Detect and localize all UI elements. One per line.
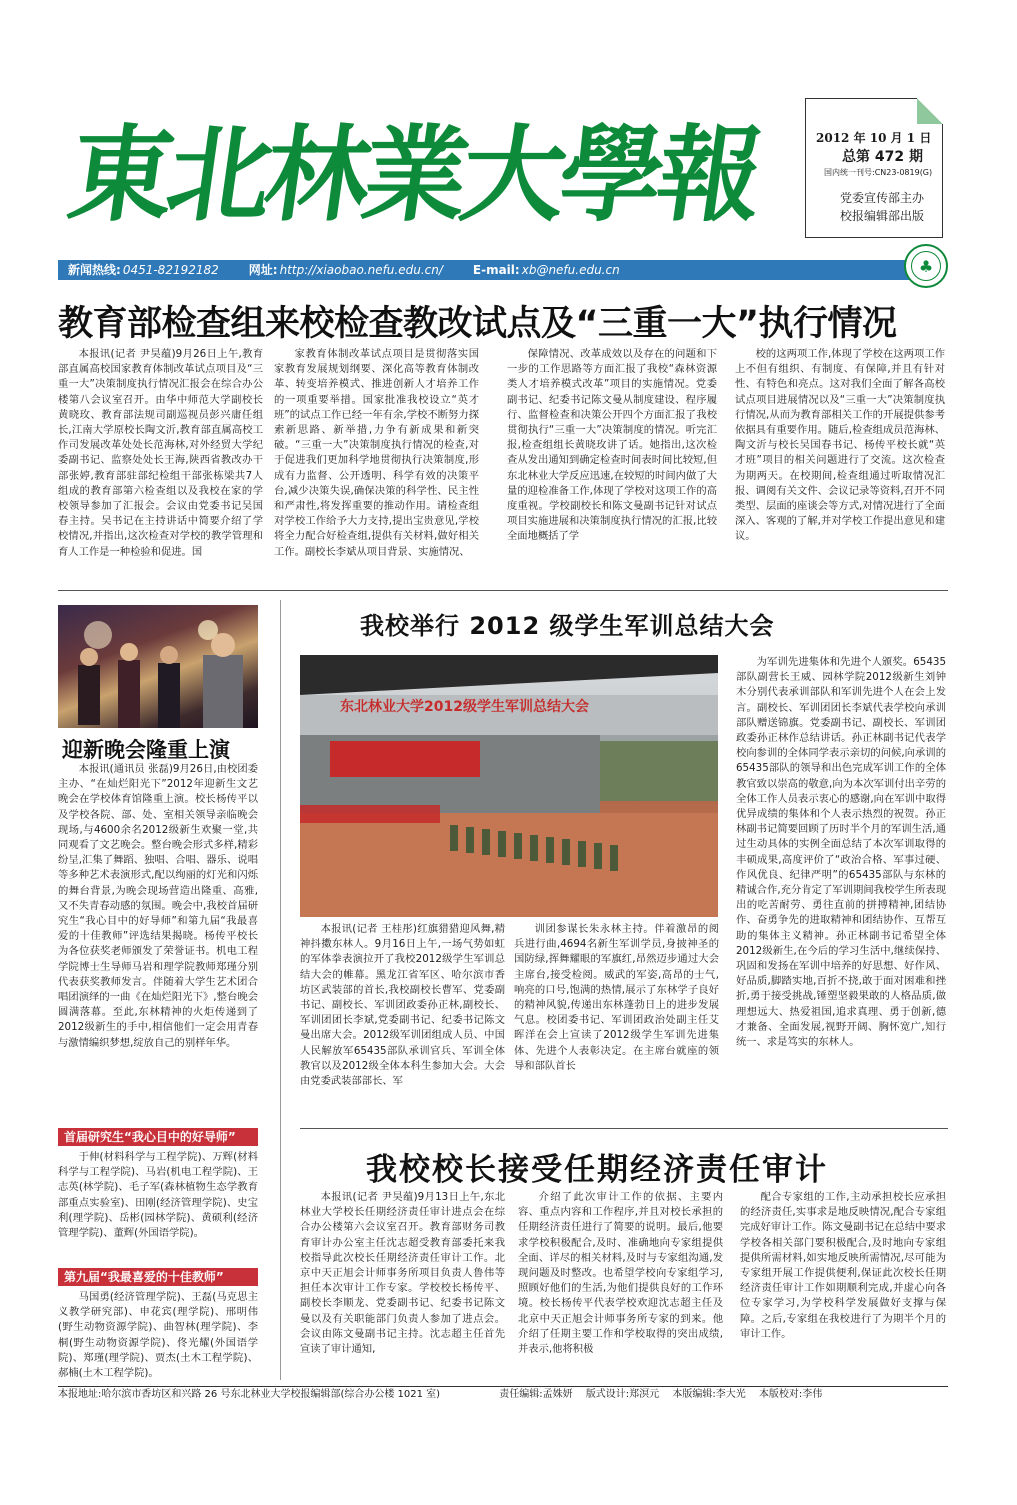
audit-col-1-text: 本报讯(记者 尹昊蕴)9月13日上午,东北林业大学校长任期经济责任审计进点会在综合办公楼第六会议室召开。教育部财务司教育审计办公室主任沈志超受教育部委托来我校指导此次校长任期经济责任审计工作。北京中天正旭会计师事务所项目负责人鲁伟等担任本次审计工作专家。学校校长杨传平、副校长李顺龙、党委副书记、纪委书记陈文曼以及有关职能部门负责人参加了进点会。会议由陈文曼副书记主持。沈志超主任首先宣读了审计通知, xyxy=(300,1191,505,1356)
main-headline: 教育部检查组来校检查教改试点及“三重一大”执行情况 xyxy=(58,304,897,344)
main-article-col-1 xyxy=(58,347,263,585)
military-col-3 xyxy=(736,655,946,1132)
stadium-banner-text: 东北林业大学2012级学生军训总结大会 xyxy=(340,699,589,715)
issue-date: 2012 年 10 月 1 日 xyxy=(816,131,932,145)
party-article xyxy=(58,762,258,1122)
email[interactable] xyxy=(473,260,620,280)
hotline-value: 0451-82192182 xyxy=(122,263,219,277)
award-box-2 xyxy=(58,1290,258,1380)
email-address[interactable]: xb@nefu.edu.cn xyxy=(521,263,620,277)
website[interactable] xyxy=(249,260,443,280)
hotline-label: 新闻热线: xyxy=(68,263,121,277)
party-photo xyxy=(58,605,258,728)
issue-cn-code: 国内统一刊号:CN23-0819(G) xyxy=(824,168,933,177)
military-col-2-text: 训团参谋长朱永林主持。伴着激昂的阅兵进行曲,4694名新生军训学员,身披神圣的国防绿,挥舞耀眼的军旗红,昂然迈步通过大会主席台,接受检阅。威武的军姿,高昂的士气,响亮的口号,饱满的热情,展示了东林学子良好的精神风貌,传递出东林蓬勃日上的进步发展气息。校团委书记、军训团政治处副主任艾晖洋在会上宣读了2012级学生军训先进集体、先进个人表彰决定。在主席台就座的领导和部队首长 xyxy=(514,923,719,1072)
audit-col-3 xyxy=(740,1190,946,1380)
issue-number: 总第 472 期 xyxy=(842,149,923,165)
award-box-2-text: 马国勇(经济管理学院)、王磊(马克思主义教学研究部)、申花宾(理学院)、邢明伟(野生动物资源学院)、曲智林(理学院)、李桐(野生动物资源学院)、佟光耀(外国语学院)、郑瑾(理学院)、贾杰(土木工程学院)、郝楠(土木工程学院)。 xyxy=(58,1291,258,1380)
military-col-3-text: 为军训先进集体和先进个人颁奖。65435部队副营长王威、园林学院2012级新生刘钟木分别代表承训部队和军训先进个人在会上发言。副校长、军训团团长李斌代表学校向承训部队赠送锦旗。党委副书记、副校长、军训团政委孙正林作总结讲话。孙正林副书记代表学校向参训的全体同学表示亲切的问候,向承训的65435部队的领导和出色完成军训工作的全体教官致以崇高的敬意,向为本次军训付出辛劳的全体工作人员表示衷心的感谢,向在军训中取得优异成绩的集体和个人表示热烈的祝贺。孙正林副书记简要回顾了历时半个月的军训生活,通过生动具体的实例全面总结了本次军训取得的丰硕成果,高度评价了“政治合格、军事过硬、作风优良、纪律严明”的65435部队与东林的精诚合作,充分肯定了军训期间我校学生所表现出的吃苦耐劳、勇往直前的拼搏精神,团结协作、奋勇争先的进取精神和团结协作、互帮互助的集体主义精神。孙正林副书记希望全体2012级新生,在今后的学习生活中,继续保持、巩固和发扬在军训中培养的好思想、好作风、好品质,脚踏实地,百折不挠,敢于面对困难和挫折,勇于接受挑战,锤塑坚毅果敢的人格品质,做理想远大、热爱祖国,追求真理、勇于创新,德才兼备、全面发展,视野开阔、胸怀宽广,知行统一、求是笃实的东林人。 xyxy=(736,656,946,1049)
website-url[interactable]: http://xiaobao.nefu.edu.cn/ xyxy=(279,263,443,277)
audit-col-2 xyxy=(518,1190,723,1380)
column-divider xyxy=(280,600,281,1380)
military-headline: 我校举行 2012 级学生军训总结大会 xyxy=(360,612,775,640)
military-col-1 xyxy=(300,922,505,1132)
audit-divider xyxy=(300,1128,948,1129)
footer-editor: 责任编辑:孟姝妍 xyxy=(499,1389,573,1400)
award-box-1-title: 首届研究生“我心目中的好导师” xyxy=(58,1128,258,1146)
award-box-1 xyxy=(58,1150,258,1262)
hotline xyxy=(68,260,219,280)
main-article-col-2 xyxy=(274,347,479,585)
website-label: 网址: xyxy=(248,263,278,277)
main-article-col-4-text: 校的这两项工作,体现了学校在这两项工作上不但有组织、有制度、有保障,并且有针对性、有特色和亮点。这对我们全面了解各高校试点项目进展情况以及“三重一大”决策制度执行情况,从而为教育部相关工作的开展提供参考依据具有重要作用。随后,检查组成员范海林、陶文沂与校长吴国春书记、杨传平校长就“英才班”项目的相关问题进行了交流。这次检查为期两天。在校期间,检查组通过听取情况汇报、调阅有关文件、会议记录等资料,召开不同类型、层面的座谈会等方式,对情况进行了全面深入、客观的了解,并对学校工作提出意见和建议。 xyxy=(735,348,945,543)
contact-info-bar xyxy=(58,260,940,280)
university-emblem-icon xyxy=(904,244,948,288)
military-col-2 xyxy=(514,922,719,1132)
main-article-col-3 xyxy=(507,347,717,585)
main-article-col-4 xyxy=(735,347,945,585)
audit-col-2-text: 介绍了此次审计工作的依据、主要内容、重点内容和工作程序,并且对校长承担的任期经济责任进行了简要的说明。最后,他要求学校积极配合,及时、准确地向专家组提供全面、详尽的相关材料,及时与专家组沟通,发现问题及时整改。也希望学校向专家组学习,照顾好他们的生活,为他们提供良好的工作环境。校长杨传平代表学校欢迎沈志超主任及北京中天正旭会计师事务所专家的到来。他介绍了任期主要工作和学校取得的突出成绩,并表示,他将积极 xyxy=(518,1191,723,1356)
main-article-col-2-text: 家教育体制改革试点项目是贯彻落实国家教育发展规划纲要、深化高等教育体制改革、转变培养模式、推进创新人才培养工作的一项重要举措。国家批准我校设立“英才班”的试点工作已经一年有余,学校不断努力探索新思路、新举措,力争有新成果和新突破。“三重一大”决策制度执行情况的检查,对于促进我们更加科学地贯彻执行决策制度,形成有力监督、公开透明、科学有效的决策平台,减少决策失误,确保决策的科学性、民主性和严肃性,将发挥重要的推动作用。请检查组对学校工作给予大力支持,提出宝贵意见,学校将全力配合好检查组,提供有关材料,做好相关工作。副校长李斌从项目背景、实施情况、 xyxy=(274,348,479,558)
footer-layout: 版式设计:郑溟元 xyxy=(585,1389,660,1400)
main-article-col-3-text: 保障情况、改革成效以及存在的问题和下一步的工作思路等方面汇报了我校“森林资源类人才培养模式改革”项目的实施情况。党委副书记、纪委书记陈文曼从制度建设、程序履行、监督检查和决策公开四个方面汇报了我校贯彻执行“三重一大”决策制度的情况。听完汇报,检查组组长黄晓玫讲了话。她指出,这次检查从发出通知到确定检查时间表时间比较短,但东北林业大学反应迅速,在较短的时间内做了大量的迎检准备工作,体现了学校对这项工作的高度重视。学校副校长和陈文曼副书记针对试点项目实施进展和决策制度执行情况的汇报,比较全面地概括了学 xyxy=(507,348,717,543)
party-photo-illustration xyxy=(58,605,258,728)
military-photo xyxy=(300,655,718,917)
footer-proof: 本版校对:李伟 xyxy=(758,1389,823,1400)
footer-page-editor: 本版编辑:李大光 xyxy=(672,1389,746,1400)
page-fold-decoration xyxy=(917,98,943,124)
emblem-tree-icon: ♣ xyxy=(911,251,941,281)
award-box-1-text: 于伸(材料科学与工程学院)、万辉(材料科学与工程学院)、马岩(机电工程学院)、王志英(林学院)、毛子军(森林植物生态学教育部重点实验室)、田刚(经济管理学院)、史宝利(理学院)、岳彬(园林学院)、黄硕利(经济管理学院)、董辉(外国语学院)。 xyxy=(58,1151,258,1240)
award-box-2-title: 第九届“我最喜爱的十佳教师” xyxy=(58,1268,258,1286)
audit-col-1 xyxy=(300,1190,505,1380)
military-photo-illustration xyxy=(300,655,718,917)
publisher-line-1: 党委宣传部主办 xyxy=(840,191,925,205)
audit-col-3-text: 配合专家组的工作,主动承担校长应承担的经济责任,实事求是地反映情况,配合专家组完成好审计工作。陈文曼副书记在总结中要求学校各相关部门要积极配合,及时地向专家组提供所需材料,如实地反映所需情况,尽可能为专家组开展工作提供便利,保证此次校长任期经济责任审计工作如期顺利完成,并虚心向各位专家学习,为学校科学发展做好支撑与保障。之后,专家组在我校进行了为期半个月的审计工作。 xyxy=(740,1191,946,1340)
masthead-title: 東北林業大學報 xyxy=(61,113,765,236)
issue-info-box xyxy=(805,98,943,238)
section-divider xyxy=(58,590,948,591)
footer xyxy=(58,1386,948,1402)
email-label: E-mail: xyxy=(472,263,520,277)
party-article-text: 本报讯(通讯员 张磊)9月26日,由校团委主办、“在灿烂阳光下”2012年迎新生文艺晚会在学校体育馆隆重上演。校长杨传平以及学校各院、部、处、室相关领导亲临晚会现场,与4600余名2012级新生欢聚一堂,共同观看了文艺晚会。整台晚会形式多样,精彩纷呈,汇集了舞蹈、独唱、合唱、器乐、说唱等多种艺术表演形式,配以绚丽的灯光和闪烁的舞台背景,为晚会现场营造出隆重、高雅,又不失青春动感的氛围。晚会中,我校首届研究生“我心目中的好导师”和第九届“我最喜爱的十佳教师”评选结果揭晓。杨传平校长为各位获奖老师颁发了荣誉证书。机电工程学院博士生导师马岩和理学院教师郑瑾分别代表获奖教师发言。伴随着大学生艺术团合唱团演绎的一曲《在灿烂阳光下》,整台晚会圆满落幕。至此,东林精神的火炬传递到了2012级新生的手中,相信他们一定会用青春与激情编织梦想,绽放自己的别样年华。 xyxy=(58,763,258,1049)
publisher-line-2: 校报编辑部出版 xyxy=(840,209,925,223)
main-article-col-1-text: 本报讯(记者 尹昊蕴)9月26日上午,教育部直属高校国家教育体制改革试点项目及“三重一大”决策制度执行情况汇报会在综合办公楼第八会议室召开。由华中师范大学副校长黄晓玫、教育部法规司副巡视员彭兴庸任组长,江南大学原校长陶文沂,教育部直属高校工作司发展改革处处长范海林,对外经贸大学纪委副书记、监察处处长王海,陕西省教改办干部张婷,教育部驻部纪检组干部张栋梁共7人组成的教育部第六检查组以及我校在家的学校领导参加了汇报会。会议由党委书记吴国春主持。吴书记在主持讲话中简要介绍了学校情况,并指出,这次检查对学校的教学管理和育人工作是一种检验和促进。国 xyxy=(58,348,263,558)
audit-headline: 我校校长接受任期经济责任审计 xyxy=(366,1152,828,1188)
party-headline: 迎新晚会隆重上演 xyxy=(62,738,230,762)
footer-address: 本报地址:哈尔滨市香坊区和兴路 26 号东北林业大学校报编辑部(综合办公楼 1021 室) xyxy=(58,1389,441,1400)
military-col-1-text: 本报讯(记者 王桂彤)红旗猎猎迎风舞,精神抖擞东林人。9月16日上午,一场气势如虹的军体拳表演拉开了我校2012级学生军训总结大会的帷幕。黑龙江省军区、哈尔滨市香坊区武装部的首长,我校副校长曹军、党委副书记、副校长、军训团政委孙正林,副校长、军训团团长李斌,党委副书记、纪委书记陈文曼出席大会。2012级军训团组成人员、中国人民解放军65435部队承训官兵、军训全体教官以及2012级全体本科生参加大会。大会由党委武装部部长、军 xyxy=(300,923,505,1088)
